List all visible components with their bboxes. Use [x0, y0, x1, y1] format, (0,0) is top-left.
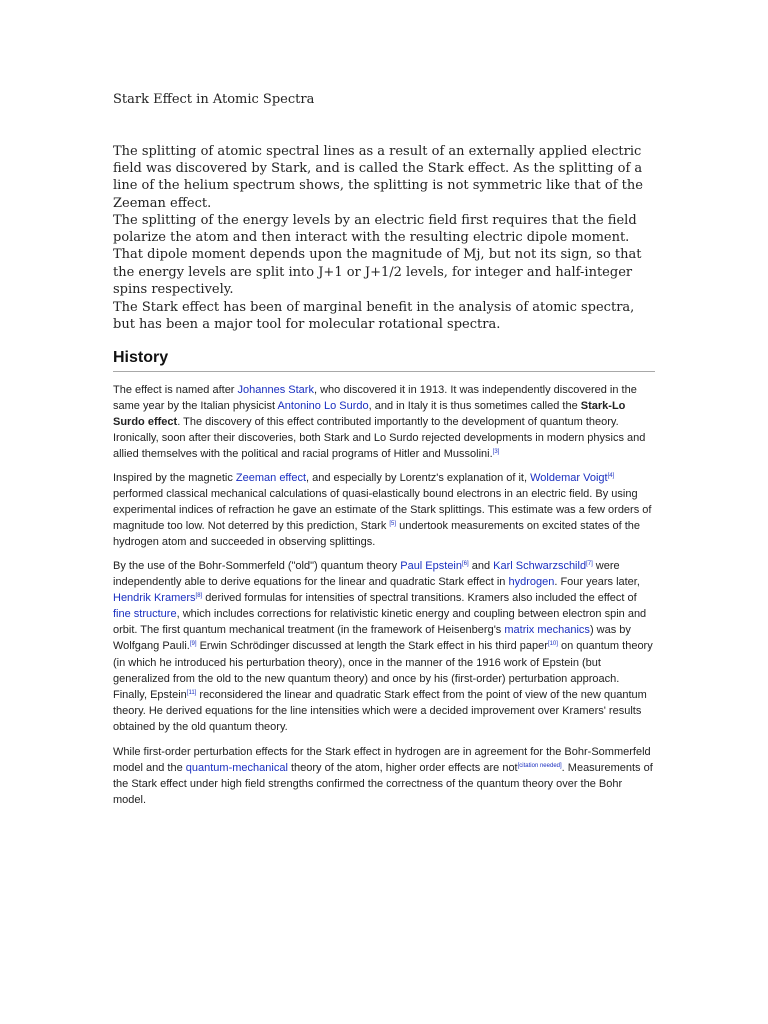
- text: , who discovered it in 1913. It was independently discovered in the same year by the Italian physicist: [113, 384, 637, 413]
- text: were independently able to derive equations for the linear and quadratic Stark effect in: [113, 560, 620, 589]
- text: . Four years later,: [554, 576, 640, 589]
- citation-ref[interactable]: [11]: [186, 689, 197, 696]
- text: , and especially by Lorentz's explanation of it,: [306, 472, 531, 484]
- link-paul-epstein[interactable]: Paul Epstein: [400, 560, 462, 572]
- text: on quantum theory (in which he introduced his perturbation theory), once in the manner of the 1916 work of Epstein (but generalized from the old to the new quantum theory) and once by his (first-order) perturbation approach. Finally, Epstein: [113, 640, 653, 701]
- text: ) was by Wolfgang Pauli.: [113, 624, 631, 653]
- citation-needed-ref[interactable]: [citation needed]: [517, 763, 562, 770]
- link-quantum-mechanical[interactable]: quantum-mechanical: [185, 762, 288, 775]
- bold-term: Stark-Lo Surdo effect: [113, 400, 626, 429]
- intro-paragraph-1: The splitting of atomic spectral lines as a result of an externally applied electric field was discovered by Stark, and is called the Stark effect. As the splitting of a line of the helium spectrum shows, the splitting is not symmetric like that of the Zeeman effect.: [113, 144, 643, 211]
- citation-ref[interactable]: [9]: [189, 641, 197, 648]
- text: , and in Italy it is thus sometimes called the: [368, 400, 581, 413]
- text: theory of the atom, higher order effects are not: [287, 762, 518, 775]
- link-johannes-stark[interactable]: Johannes Stark: [237, 384, 314, 396]
- history-heading: History: [113, 349, 655, 372]
- history-paragraph-4: [113, 744, 656, 808]
- intro-paragraph-2: The splitting of the energy levels by an electric field first requires that the field polarize the atom and then interact with the resulting electric dipole moment. That dipole moment depends upon the magnitude of Mj, but not its sign, so that the energy levels are split into J+1 or J+1/2 levels, for integer and half-integer spins respectively.: [113, 213, 642, 297]
- link-fine-structure[interactable]: fine structure: [113, 608, 177, 621]
- intro-paragraph-3: The Stark effect has been of marginal benefit in the analysis of atomic spectra, but has been a major tool for molecular rotational spectra.: [113, 300, 635, 333]
- history-paragraph-3: [113, 558, 656, 735]
- citation-ref[interactable]: [4]: [607, 473, 615, 479]
- history-paragraph-2: [113, 470, 656, 550]
- text: , which includes corrections for relativistic kinetic energy and coupling between electron spin and orbit. The first quantum mechanical treatment (in the framework of Heisenberg's: [113, 608, 647, 637]
- citation-ref[interactable]: [8]: [195, 593, 203, 600]
- citation-ref[interactable]: [7]: [586, 561, 593, 567]
- link-karl-schwarzschild[interactable]: Karl Schwarzschild: [493, 560, 587, 572]
- link-hydrogen[interactable]: hydrogen: [508, 576, 555, 589]
- text: performed classical mechanical calculations of quasi-elastically bound electrons in an electric field. By using experimental indices of refraction he gave an estimate of the Stark splittings. This estimate was a few orders of magnitude too low. Not deterred by this prediction, Stark: [113, 488, 652, 533]
- citation-ref[interactable]: [5]: [389, 521, 397, 528]
- link-zeeman-effect[interactable]: Zeeman effect: [235, 472, 307, 484]
- text: and: [468, 560, 494, 572]
- link-hendrik-kramers[interactable]: Hendrik Kramers: [113, 592, 196, 605]
- text: Erwin Schrödinger discussed at length the Stark effect in his third paper: [196, 640, 548, 653]
- text: While first-order perturbation effects for the Stark effect in hydrogen are in agreement for the Bohr-Sommerfeld model and the: [113, 746, 651, 775]
- text: The effect is named after: [113, 384, 238, 396]
- text: derived formulas for intensities of spectral transitions. Kramers also included the effect of: [202, 592, 637, 605]
- text: . The discovery of this effect contributed importantly to the development of quantum theory. Ironically, soon after their discoveries, both Stark and Lo Surdo rejected developments in modern physics and allied themselves with the political and racial programs of Hitler and Mussolini.: [113, 416, 646, 461]
- text: By the use of the Bohr-Sommerfeld ("old") quantum theory: [113, 560, 401, 572]
- citation-ref[interactable]: [3]: [492, 449, 500, 456]
- text: undertook measurements on excited states of the hydrogen atom and succeeded in observing splittings.: [113, 520, 641, 549]
- document-title: Stark Effect in Atomic Spectra: [113, 92, 315, 107]
- text: . Measurements of the Stark effect under high field strengths confirmed the correctness of the quantum theory over the Bohr model.: [113, 762, 653, 807]
- text: reconsidered the linear and quadratic Stark effect from the point of view of the new quantum theory. He derived equations for the line intensities which were a decided improvement over Kramers' results obtained by the old quantum theory.: [113, 688, 647, 733]
- link-matrix-mechanics[interactable]: matrix mechanics: [504, 624, 590, 637]
- link-antonino-lo-surdo[interactable]: Antonino Lo Surdo: [277, 400, 369, 413]
- citation-ref[interactable]: [6]: [462, 561, 469, 567]
- history-paragraph-1: [113, 382, 656, 462]
- text: Inspired by the magnetic: [113, 472, 236, 484]
- link-woldemar-voigt[interactable]: Woldemar Voigt: [530, 472, 608, 484]
- citation-ref[interactable]: [10]: [547, 641, 558, 648]
